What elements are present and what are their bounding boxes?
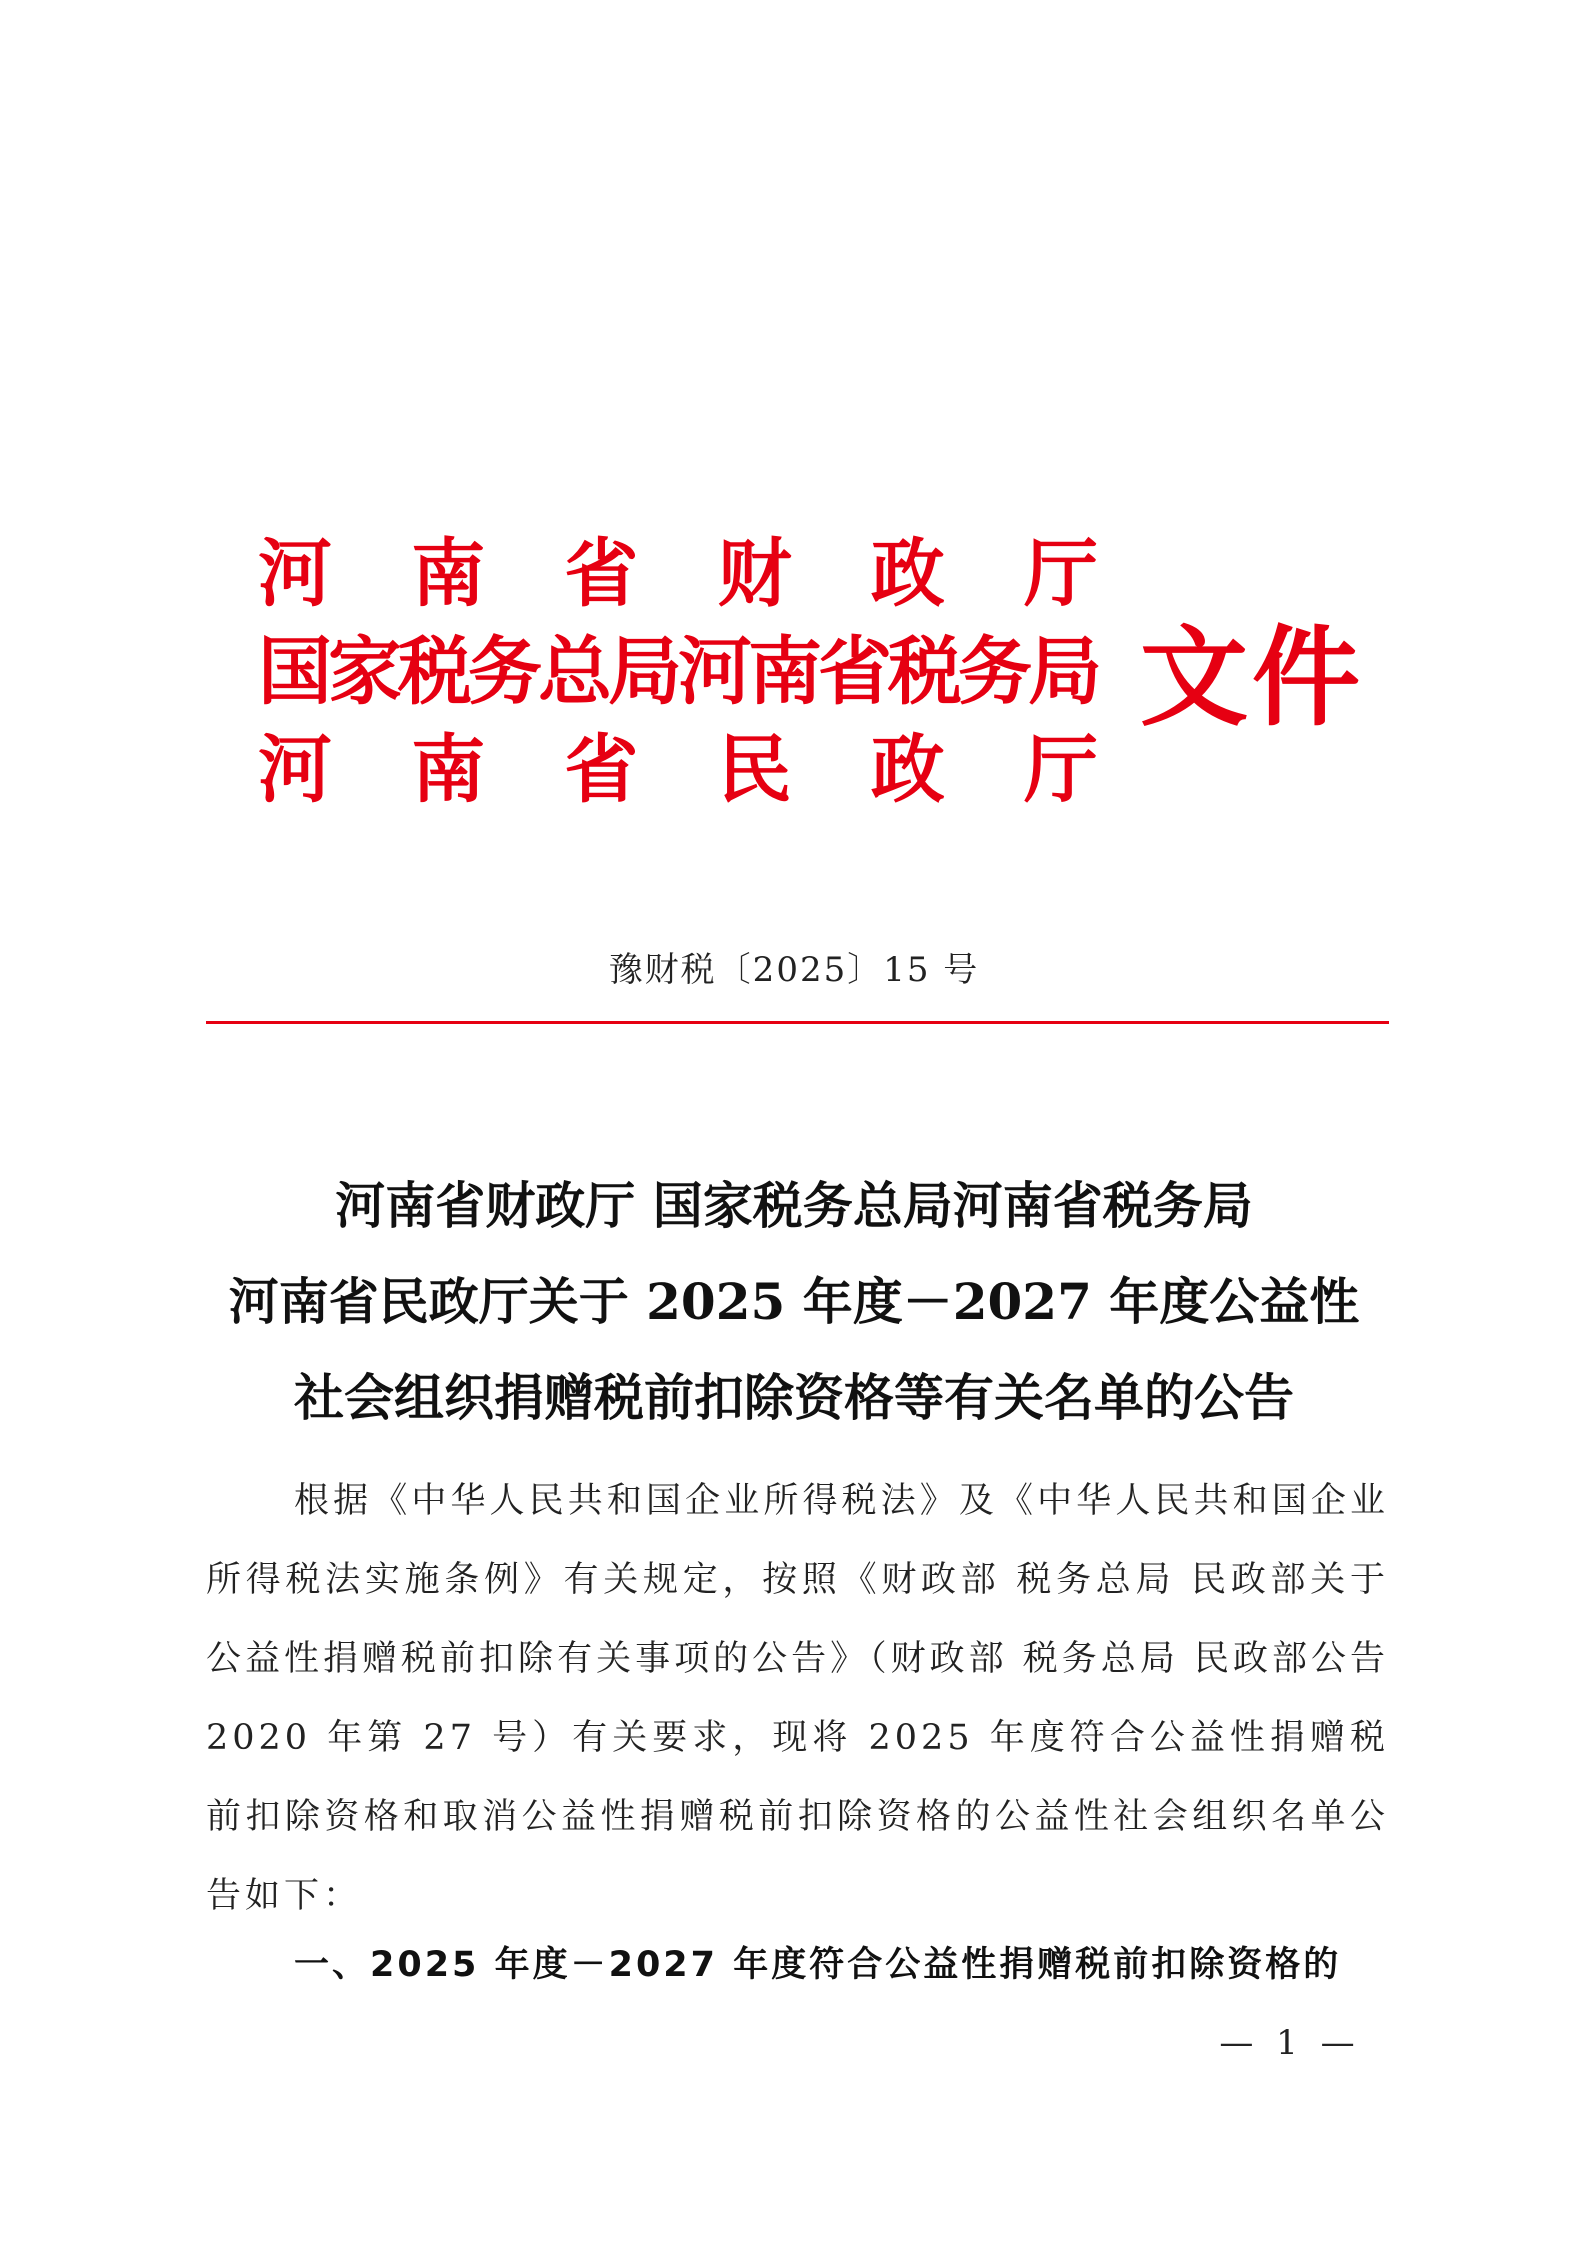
- title-line: 河南省财政厅 国家税务总局河南省税务局: [335, 1176, 1253, 1235]
- masthead-text: 国家税务总局河南省税务局: [258, 629, 1098, 715]
- masthead-char: 民: [717, 727, 792, 813]
- issuer-henan-finance-dept: [258, 528, 1098, 620]
- document-number: 豫财税〔2025〕15 号: [608, 950, 980, 990]
- masthead-char: 政: [870, 727, 945, 813]
- issuer-henan-civil-affairs-dept: [258, 724, 1098, 816]
- masthead-doc-word: 文件: [1140, 615, 1365, 741]
- masthead-char: 省: [564, 531, 639, 617]
- body-paragraph: 根据《中华人民共和国企业所得税法》及《中华人民共和国企业所得税法实施条例》有关规定，按照《财政部 税务总局 民政部关于公益性捐赠税前扣除有关事项的公告》（财政部 税务总局 民政部公告 2020 年第 27 号）有关要求，现将 2025 年度符合公益性捐赠税前扣除资格和取消公益性捐赠税前扣除资格的公益性社会组织名单公告如下：: [206, 1481, 1389, 1916]
- masthead: [258, 528, 1365, 818]
- masthead-char: 河: [258, 727, 332, 813]
- section-heading: 一、2025 年度－2027 年度符合公益性捐赠税前扣除资格的: [294, 1945, 1342, 1985]
- masthead-char: 河: [258, 531, 332, 617]
- masthead-char: 政: [870, 531, 945, 617]
- page-number: — 1 —: [1219, 2023, 1361, 2063]
- red-divider-line: [206, 1021, 1389, 1024]
- issuer-tax-bureau: [258, 626, 1098, 718]
- masthead-char: 南: [411, 531, 486, 617]
- masthead-char: 厅: [1023, 531, 1098, 617]
- masthead-char: 省: [564, 727, 639, 813]
- masthead-char: 厅: [1023, 727, 1098, 813]
- title-line: 河南省民政厅关于 2025 年度－2027 年度公益性: [228, 1272, 1360, 1331]
- body-content: [206, 1462, 1389, 1936]
- masthead-char: 财: [717, 531, 792, 617]
- title-line: 社会组织捐赠税前扣除资格等有关名单的公告: [294, 1368, 1294, 1427]
- masthead-char: 南: [411, 727, 486, 813]
- announcement-title: [160, 1158, 1428, 1446]
